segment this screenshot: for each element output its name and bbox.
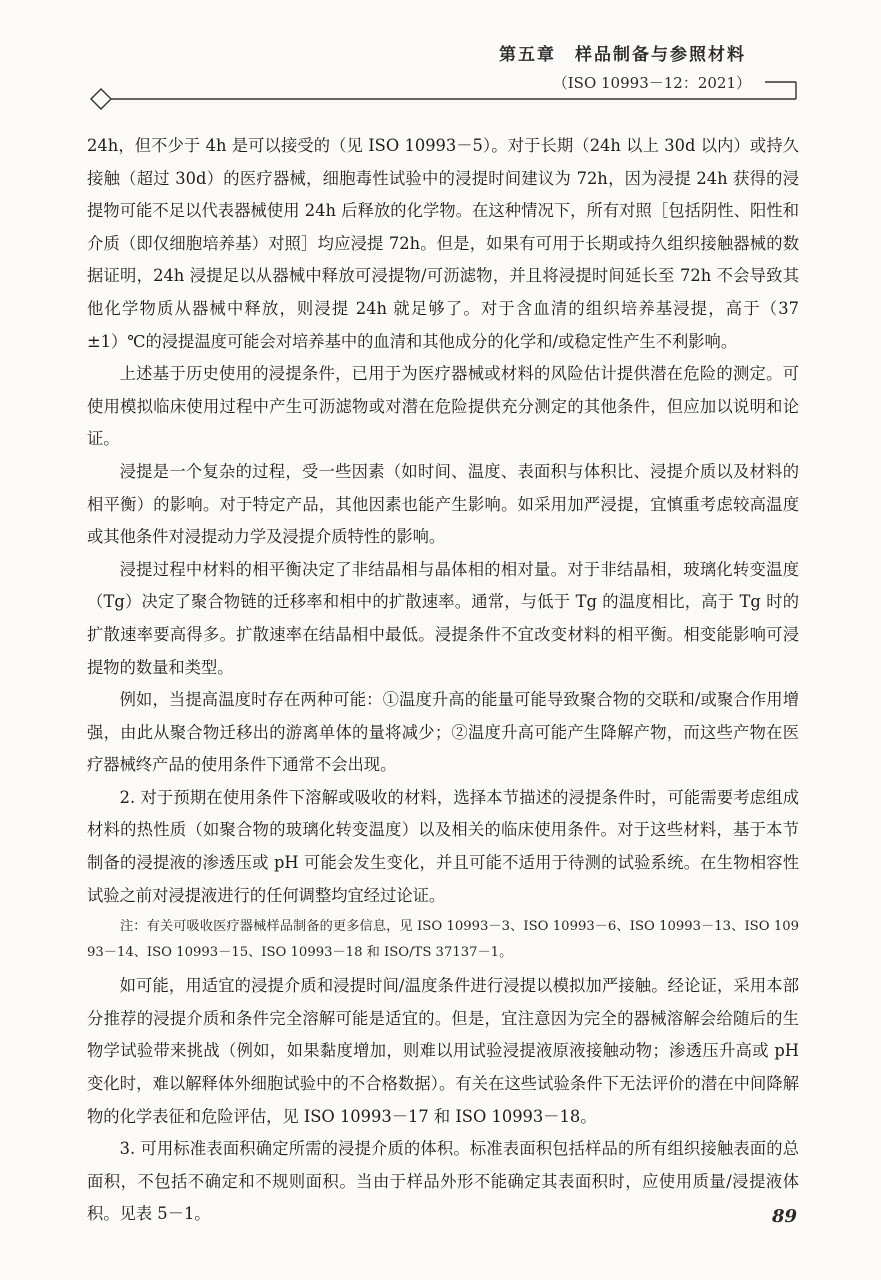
body-paragraph: 浸提过程中材料的相平衡决定了非结晶相与晶体相的相对量。对于非结晶相，玻璃化转变温度（Tg）决定了聚合物链的迁移率和相中的扩散速率。通常，与低于 Tg 的温度相比，高于 Tg 时的扩散速率要高得多。扩散速率在结晶相中最低。浸提条件不宜改变材料的相平衡。相变能影响可浸提物的数量和类型。 — [87, 559, 799, 677]
note-text: 注：有关可吸收医疗器械样品制备的更多信息，见 ISO 10993－3、ISO 10993－6、ISO 10993－13、ISO 10993－14、ISO 10993－15、ISO 10993－18 和 ISO/TS 37137－1。 — [87, 919, 799, 961]
body-paragraph: 24h，但不少于 4h 是可以接受的（见 ISO 10993－5）。对于长期（24h 以上 30d 以内）或持久接触（超过 30d）的医疗器械，细胞毒性试验中的浸提时间建议为 72h，因为浸提 24h 获得的浸提物可能不足以代表器械使用 24h 后释放的化学物。在这种情况下，所有对照［包括阴性、阳性和介质（即仅细胞培养基）对照］均应浸提 72h。但是，如果有可用于长期或持久组织接触器械的数据证明，24h 浸提足以从器械中释放可浸提物/可沥滤物，并且将浸提时间延长至 72h 不会导致其他化学物质从器械中释放，则浸提 24h 就足够了。对于含血清的组织培养基浸提，高于（37±1）℃的浸提温度可能会对培养基中的血清和其他成分的化学和/或稳定性产生不利影响。 — [87, 136, 799, 351]
diamond-ornament-icon — [91, 89, 111, 109]
body-paragraph: 上述基于历史使用的浸提条件，已用于为医疗器械或材料的风险估计提供潜在危险的测定。可使用模拟临床使用过程中产生可沥滤物或对潜在危险提供充分测定的其他条件，但应加以说明和论证。 — [87, 364, 799, 449]
chapter-title: 第五章 样品制备与参照材料 — [499, 45, 746, 65]
body-paragraph: 如可能，用适宜的浸提介质和浸提时间/温度条件进行浸提以模拟加严接触。经论证，采用本部分推荐的浸提介质和条件完全溶解可能是适宜的。但是，宜注意因为完全的器械溶解会给随后的生物学试验带来挑战（例如，如果黏度增加，则难以用试验浸提液原液接触动物；渗透压升高或 pH 变化时，难以解释体外细胞试验中的不合格数据）。有关在这些试验条件下无法评价的潜在中间降解物的化学表征和危险评估，见 ISO 10993－17 和 ISO 10993－18。 — [87, 976, 799, 1126]
body-paragraph: 例如，当提高温度时存在两种可能：①温度升高的能量可能导致聚合物的交联和/或聚合作用增强，由此从聚合物迁移出的游离单体的量将减少；②温度升高可能产生降解产物，而这些产物在医疗器械终产品的使用条件下通常不会出现。 — [87, 690, 799, 775]
body-paragraph: 浸提是一个复杂的过程，受一些因素（如时间、温度、表面积与体积比、浸提介质以及材料的相平衡）的影响。对于特定产品，其他因素也能产生影响。如采用加严浸提，宜慎重考虑较高温度或其他条件对浸提动力学及浸提介质特性的影响。 — [87, 461, 799, 547]
header-rule — [0, 0, 881, 110]
page-header — [0, 0, 881, 110]
standard-reference: （ISO 10993－12：2021） — [552, 74, 751, 92]
body-paragraph: 2. 对于预期在使用条件下溶解或吸收的材料，选择本节描述的浸提条件时，可能需要考虑组成材料的热性质（如聚合物的玻璃化转变温度）以及相关的临床使用条件。对于这些材料，基于本节制备的浸提液的渗透压或 pH 可能会发生变化，并且可能不适用于待测的试验系统。在生物相容性试验之前对浸提液进行的任何调整均宜经过论证。 — [87, 787, 799, 905]
body-paragraph: 3. 可用标准表面积确定所需的浸提介质的体积。标准表面积包括样品的所有组织接触表面的总面积，不包括不确定和不规则面积。当由于样品外形不能确定其表面积时，应使用质量/浸提液体积。见表 5－1。 — [87, 1139, 799, 1224]
page-number: 89 — [771, 1206, 797, 1227]
page-body — [87, 130, 799, 1231]
